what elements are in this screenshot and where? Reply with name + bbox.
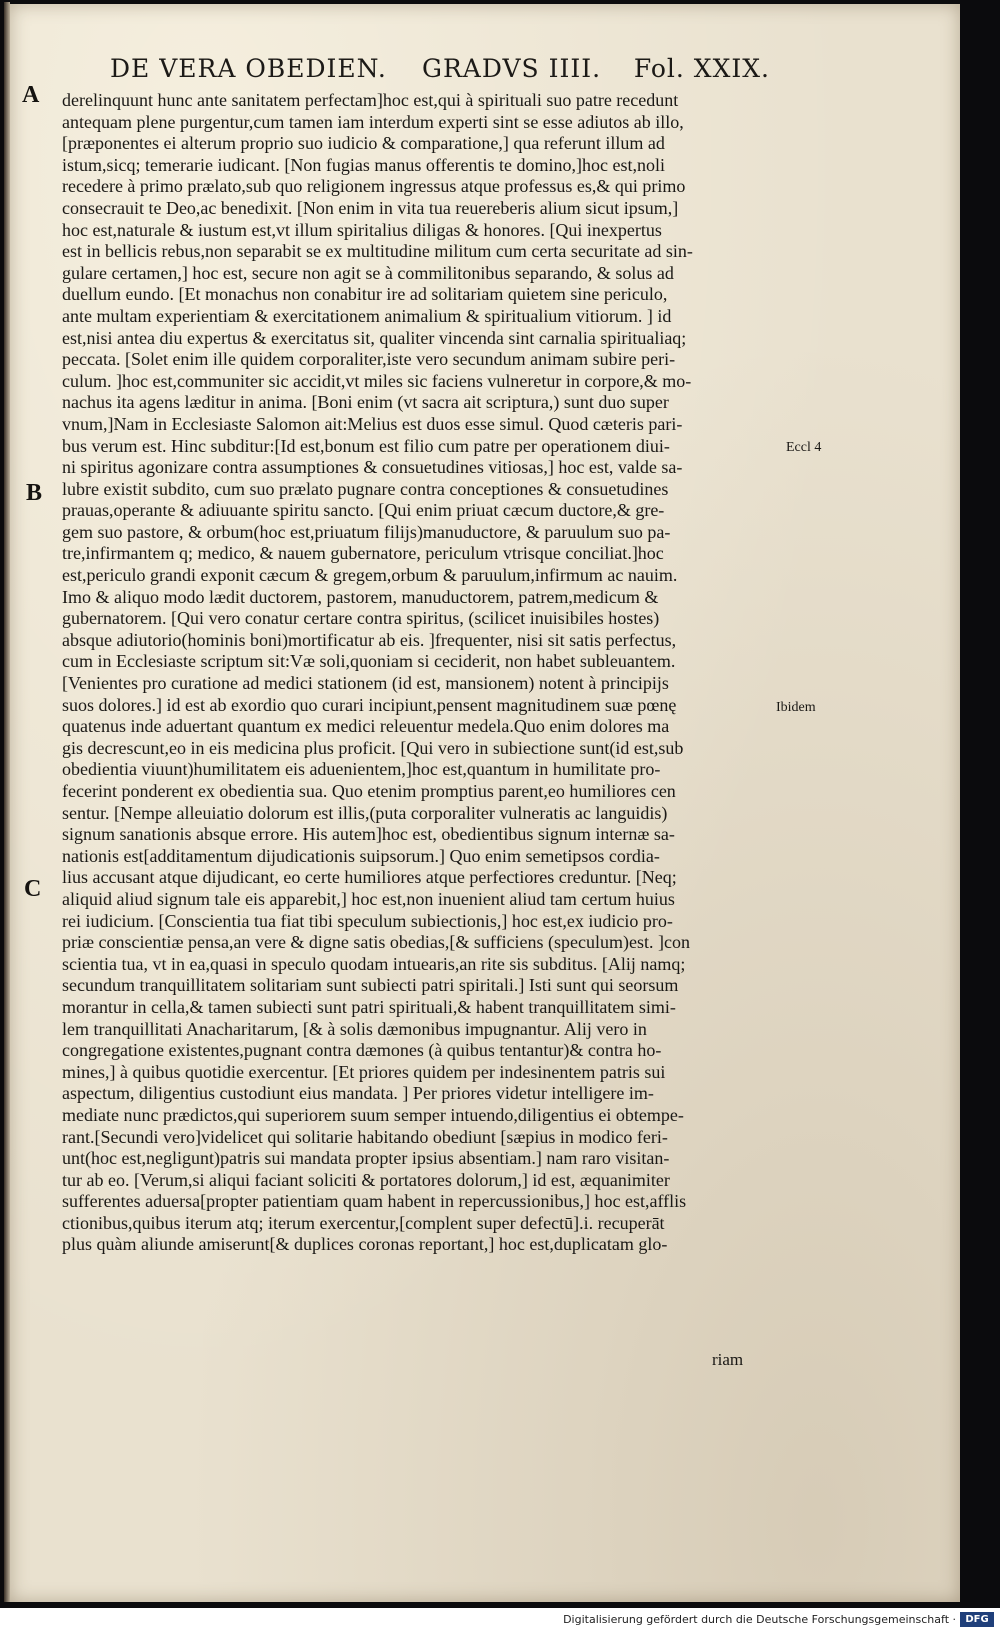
- text-line: [Venientes pro curatione ad medici stationem (id est, mansionem) notent à principijs: [62, 673, 669, 694]
- text-line: duellum eundo. [Et monachus non conabitur ire ad solitariam quietem sine periculo,: [62, 284, 668, 305]
- header-middle: GRADVS IIII.: [422, 54, 602, 83]
- text-line: ante multam experientiam & exercitationem animalium & spiritualium vitiorum. ] id: [62, 305, 672, 326]
- text-line: [præponentes ei alterum proprio suo iudicio & comparatione,] qua referunt illum ad: [62, 133, 665, 154]
- text-line: gem suo pastore, & orbum(hoc est,priuatum filijs)manuductore, & paruulum suo pa-: [62, 521, 671, 542]
- text-line: cum in Ecclesiaste scriptum sit:Væ soli,quoniam si ceciderit, non habet subleuantem.: [62, 651, 676, 672]
- header-left: DE VERA OBEDIEN.: [110, 54, 387, 83]
- text-line: scientia tua, vt in ea,quasi in speculo quodam intuearis,an rite sis subditus. [Alij namq;: [62, 953, 686, 974]
- text-line: gubernatorem. [Qui vero conatur certare contra spiritus, (scilicet inuisibiles hostes): [62, 608, 660, 629]
- text-line: rei iudicium. [Conscientia tua fiat tibi speculum subiectionis,] hoc est,ex iudicio pro-: [62, 910, 673, 931]
- margin-letter-a: A: [22, 82, 40, 108]
- text-line: rant.[Secundi vero]videlicet qui solitarie habitando obediunt [sæpius in modico feri-: [62, 1126, 668, 1147]
- folio-number: Fol. XXIX.: [633, 54, 770, 83]
- text-line: tur ab eo. [Verum,si aliqui faciant soliciti & portatores dolorum,] id est, æquanimiter: [62, 1169, 670, 1190]
- margin-note-eccl: Eccl 4: [786, 440, 822, 455]
- text-line: lem tranquillitati Anacharitarum, [& à solis dæmonibus impugnantur. Alij vero in: [62, 1018, 647, 1039]
- text-line: unt(hoc est,negligunt)patris sui mandata propter ipsius absentiam.] nam raro visitan-: [62, 1148, 670, 1169]
- text-line: prauas,operante & adiuuante spiritu sancto. [Qui enim priuat cæcum ductore,& gre-: [62, 500, 665, 521]
- text-line: consecrauit te Deo,ac benedixit. [Non enim in vita tua reuereberis alium sicut ipsum,]: [62, 197, 679, 218]
- text-line: nachus ita agens læditur in anima. [Boni enim (vt sacra ait scriptura,) sunt duo super: [62, 392, 669, 413]
- footer-credit: Digitalisierung gefördert durch die Deutsche Forschungsgemeinschaft ·: [563, 1613, 956, 1626]
- text-line: culum. ]hoc est,communiter sic accidit,vt miles sic faciens vulneretur in corpore,& mo-: [62, 370, 692, 391]
- text-line: istum,sicq; temerarie iudicant. [Non fugias manus offerentis te domino,]hoc est,noli: [62, 154, 666, 175]
- text-line: est,nisi antea diu expertus & exercitatus sit, qualiter vincenda sint carnalia spiritualiaq;: [62, 327, 687, 348]
- text-line: antequam plene purgentur,cum tamen iam interdum experti sint se esse adiutos ab illo,: [62, 111, 684, 132]
- text-line: priæ conscientiæ pensa,an vere & digne satis obedias,[& sufficiens (speculum)est. ]con: [62, 932, 691, 953]
- running-header: [110, 54, 770, 88]
- body-text: [62, 90, 782, 1256]
- dfg-logo: DFG: [960, 1612, 994, 1627]
- text-line: vnum,]Nam in Ecclesiaste Salomon ait:Melius est duos esse simul. Quod cæteris pari-: [62, 413, 683, 434]
- text-line: congregatione existentes,pugnant contra dæmones (à quibus tentantur)& contra ho-: [62, 1040, 662, 1061]
- text-line: plus quàm aliunde amiserunt[& duplices coronas reportant,] hoc est,duplicatam glo-: [62, 1234, 668, 1255]
- text-line: nationis est[additamentum dijudicationis suipsorum.] Quo enim semetipsos cordia-: [62, 845, 660, 866]
- margin-letter-c: C: [24, 876, 42, 902]
- text-line: hoc est,naturale & iustum est,vt illum spiritalius diligas & honores. [Qui inexpertus: [62, 219, 662, 240]
- text-line: gis decrescunt,eo in eis medicina plus proficit. [Qui vero in subiectione sunt(id est,sub: [62, 737, 684, 758]
- text-line: fecerint ponderent ex obedientia sua. Quo etenim promptius parent,eo humiliores cen: [62, 781, 676, 801]
- text-line: bus verum est. Hinc subditur:[Id est,bonum est filio cum patre per operationem diui-: [62, 435, 670, 456]
- text-line: obedientia viuunt)humilitatem eis aduenientem,]hoc est,quantum in humilitate pro-: [62, 759, 661, 780]
- digitization-footer: [0, 1608, 1000, 1632]
- margin-note-ibidem: Ibidem: [776, 700, 816, 715]
- text-line: aspectum, diligentius custodiunt eius mandata. ] Per priores videtur intelligere im-: [62, 1083, 654, 1104]
- text-line: lubre existit subdito, cum suo prælato pugnare contra conceptiones & consuetudines: [62, 478, 669, 499]
- text-line: sufferentes aduersa[propter patientiam quam habent in repercussionibus,] hoc est,afflis: [62, 1191, 687, 1212]
- text-line: Imo & aliquo modo lædit ductorem, pastorem, manuductorem, patrem,medicum &: [62, 586, 659, 607]
- text-line: recedere à primo prælato,sub quo religionem ingressus atque professus es,& qui primo: [62, 176, 686, 197]
- text-line: est,periculo grandi exponit cæcum & gregem,orbum & paruulum,infirmum ac nauim.: [62, 565, 678, 586]
- text-line: gulare certamen,] hoc est, secure non agit se à commilitonibus separando, & solus ad: [62, 262, 674, 283]
- text-line: ni spiritus agonizare contra assumptiones & consuetudines vitiosas,] hoc est, valde sa-: [62, 457, 683, 478]
- text-line: sentur. [Nempe alleuiatio dolorum est illis,(puta corporaliter vulneratis ac languidis): [62, 802, 668, 823]
- margin-letter-b: B: [26, 480, 43, 506]
- text-line: aliquid aliud signum tale eis apparebit,] hoc est,non inuenient aliud tam certum huius: [62, 888, 675, 909]
- text-line: absque adiutorio(hominis boni)mortificatur ab eis. ]frequenter, nisi sit satis perfectus,: [62, 629, 677, 650]
- text-line: secundum tranquillitatem solitariam sunt subiecti patri spiritali.] Isti sunt qui seorsum: [62, 975, 679, 996]
- page-leaf: [10, 4, 960, 1602]
- catchword: riam: [712, 1350, 744, 1369]
- text-line: mines,] à quibus quotidie exercentur. [Et priores quidem per indesinentem patris sui: [62, 1061, 666, 1082]
- text-line: quatenus inde aduertant quantum ex medici releuentur medela.Quo enim dolores ma: [62, 716, 670, 737]
- text-line: lius accusant atque dijudicant, eo certe humiliores atque perfectiores creduntur. [Neq;: [62, 867, 677, 888]
- text-line: ctionibus,quibus iterum atq; iterum exercentur,[complent super defectū].i. recuperāt: [62, 1212, 665, 1233]
- text-line: suos dolores.] id est ab exordio quo curari incipiunt,pensent magnitudinem suæ pœnę: [62, 694, 677, 715]
- text-line: signum sanationis absque errore. His autem]hoc est, obedientibus signum internæ sa-: [62, 824, 675, 845]
- text-line: tre,infirmantem q; medico, & nauem gubernatore, periculum vtrisque conciliat.]hoc: [62, 543, 664, 564]
- text-line: derelinquunt hunc ante sanitatem perfectam]hoc est,qui à spirituali suo patre recedunt: [62, 90, 679, 110]
- text-line: morantur in cella,& tamen subiecti sunt patri spirituali,& habent tranquillitatem simi-: [62, 996, 676, 1017]
- text-line: mediate nunc prædictos,qui superiorem suum semper intuendo,diligentius ei obtempe-: [62, 1104, 684, 1125]
- text-line: est in bellicis rebus,non separabit se ex multitudine militum cum certa securitate ad sin-: [62, 241, 693, 262]
- text-line: peccata. [Solet enim ille quidem corporaliter,iste vero secundum animam subire peri-: [62, 349, 676, 370]
